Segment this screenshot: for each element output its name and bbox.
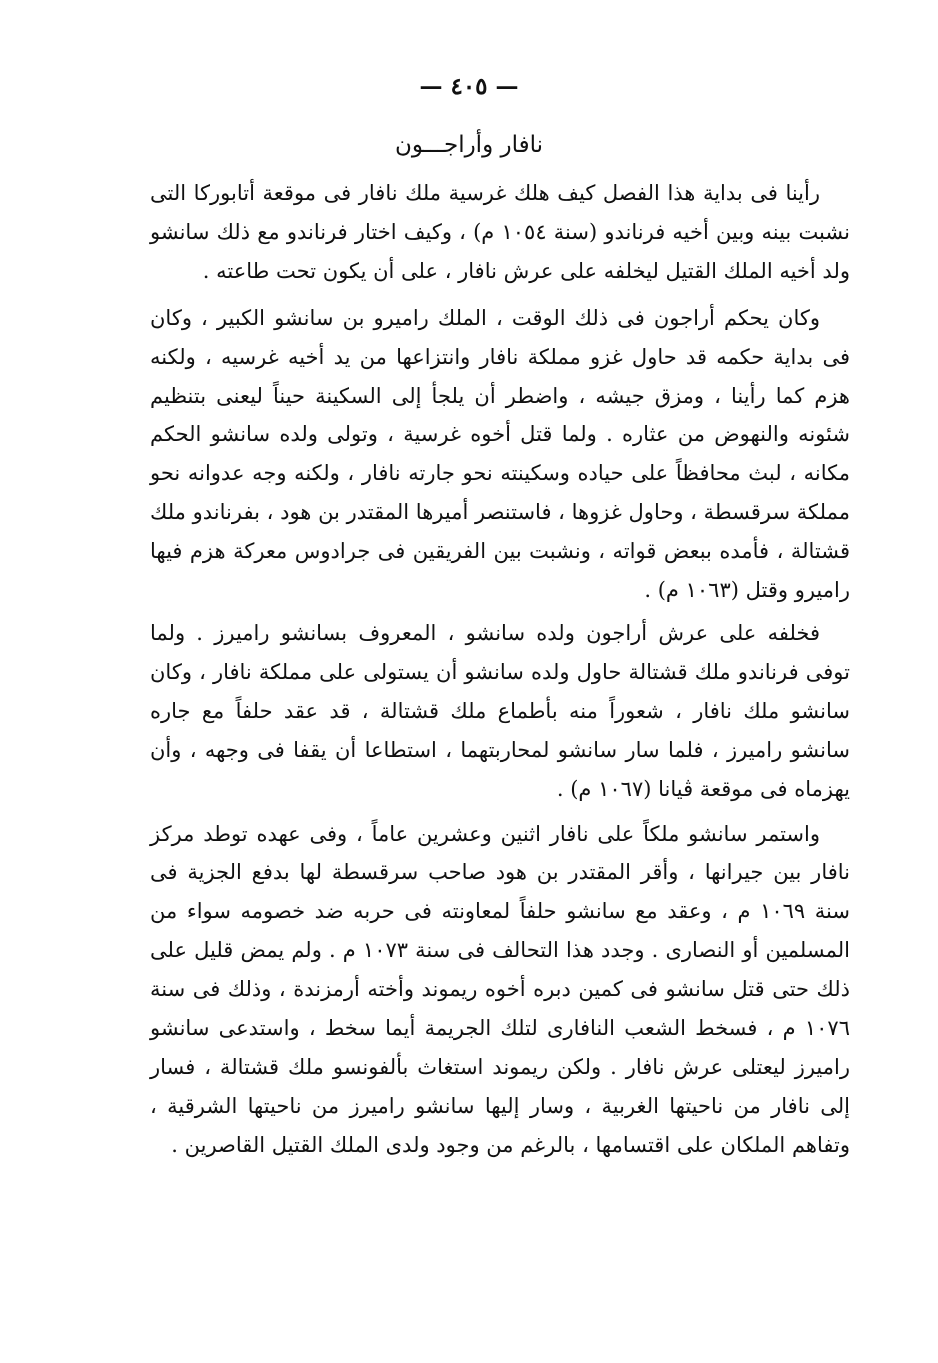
paragraph-3: فخلفه على عرش أراجون ولده سانشو ، المعروف بسانشو راميرز . ولما توفى فرناندو ملك قشتالة حاول ولده سانشو أن يستولى على مملكة نافار ، وكان سانشو ملك نافار ، شعوراً منه بأطماع ملك قشتالة ، قد عقد حلفاً مع جاره سانشو راميرز ، فلما سار سانشو لمحاربتهما ، استطاعا أن يقفا فى وجهه ، وأن يهزماه فى موقعة ڤيانا (١٠٦٧ م) . <box>150 620 850 801</box>
paragraph-2: وكان يحكم أراجون فى ذلك الوقت ، الملك راميرو بن سانشو الكبير ، وكان فى بداية حكمه قد حاول غزو مملكة نافار وانتزاعها من يد أخيه غرسيه ، ولكنه هزم كما رأينا ، ومزق جيشه ، واضطر أن يلجأ إلى السكينة حيناً ليعنى بتنظيم شئونه والنهوض من عثاره . ولما قتل أخوه غرسية ، وتولى ولده سانشو الحكم مكانه ، لبث محافظاً على حياده وسكينته نحو جارته نافار ، ولكنه وجه عدوانه نحو مملكة سرقسطة ، وحاول غزوها ، فاستنصر أميرها المقتدر بن هود ، بفرناندو ملك قشتالة ، فأمده ببعض قواته ، ونشبت بين الفريقين فى جرادوس معركة هزم فيها راميرو وقتل (١٠٦٣ م) . <box>150 305 850 603</box>
body-text <box>150 174 850 1165</box>
section-title: نافار وأراجـــون <box>394 132 544 158</box>
page-number: — ٤٠٥ — <box>419 73 519 100</box>
paragraph-1: رأينا فى بداية هذا الفصل كيف هلك غرسية ملك نافار فى موقعة أتابوركا التى نشبت بينه وبين أخيه فرناندو (سنة ١٠٥٤ م) ، وكيف اختار فرناندو مع ذلك سانشو ولد أخيه الملك القتيل ليخلفه على عرش نافار ، على أن يكون تحت طاعته . <box>150 181 850 283</box>
paragraph-4: واستمر سانشو ملكاً على نافار اثنين وعشرين عاماً ، وفى عهده توطد مركز نافار بين جيرانها ، وأقر المقتدر بن هود صاحب سرقسطة لها بدفع الجزية فى سنة ١٠٦٩ م ، وعقد مع سانشو حلفاً لمعاونته فى حربه ضد خصومه سواء من المسلمين أو النصارى . وجدد هذا التحالف فى سنة ١٠٧٣ م . ولم يمض قليل على ذلك حتى قتل سانشو فى كمين دبره أخوه ريموند وأخته أرمزندة ، وذلك فى سنة ١٠٧٦ م ، فسخط الشعب النافارى لتلك الجريمة أيما سخط ، واستدعى سانشو راميرز ليعتلى عرش نافار . ولكن ريموند استغاث بألفونسو ملك قشتالة ، فسار إلى نافار من ناحيتها الغربية ، وسار إليها سانشو راميرز من ناحيتها الشرقية ، وتفاهم الملكان على اقتسامها ، بالرغم من وجود ولدى الملك القتيل القاصرين . <box>150 821 850 1157</box>
